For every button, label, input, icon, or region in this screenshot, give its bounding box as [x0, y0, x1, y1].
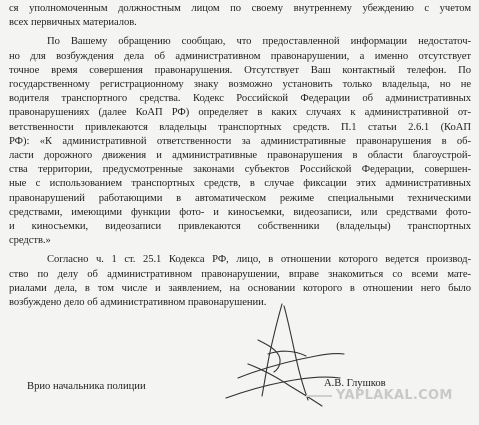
letter-line: ветственности привлекаются владельцы транспортных средств. П.1 статьи 2.6.1 (КоАП [9, 121, 471, 133]
letter-line: РФ): «К административной ответственности за административные правонарушения в об- [9, 135, 471, 147]
letter-line: но для возбуждения дела об административном правонарушении, а именно отсутствует [9, 50, 471, 62]
letter-line: ные с использованием транспортных средств, в случае фиксации этих административных [9, 178, 471, 190]
letter-line: государственному регистрационному знаку возможно установить только владельца, но не [9, 79, 471, 91]
letter-line: возбуждено дело об административном правонарушении. [9, 297, 267, 309]
letter-line: правонарушений работающими в автоматическом режиме специальными техническими [9, 192, 471, 204]
letter-line: ся уполномоченным должностным лицом по своему внутреннему убеждению с учетом [9, 3, 471, 14]
site-watermark [306, 388, 453, 403]
letter-line: всех первичных материалов. [9, 17, 137, 29]
letter-line: точное время совершения правонарушения. Отсутствует Ваш контактный телефон. По [9, 64, 471, 76]
letter-line: По Вашему обращению сообщаю, что предоставленной информации недостаточ- [47, 36, 471, 48]
letter-line: ласти дорожного движения и административные правонарушения в области благоустрой- [9, 150, 471, 162]
letter-line: и киносъемки, видеозаписи привлекаются собственники (владельцы) транспортных [9, 221, 471, 233]
letter-body [9, 2, 471, 310]
letter-line: водителя транспортного средства. Кодекс Российской Федерации об административных [9, 93, 471, 105]
letter-line: средствами, имеющими функции фото- и киносъемки, видеозаписи, или средствами фото- [9, 206, 471, 218]
signatory-name: А.В. Глушков [324, 378, 386, 389]
letter-line: средств.» [9, 235, 51, 247]
watermark-text: YAPLAKAL.COM [336, 388, 453, 403]
letter-line: Согласно ч. 1 ст. 25.1 Кодекса РФ, лицо, в отношении которого ведется производ- [47, 254, 471, 266]
letter-line: правонарушениях (далее КоАП РФ) определяет в каких случаях к административной от- [9, 107, 471, 119]
letter-line: ства территории, предусмотренные законами субъектов Российской Федерации, совершен- [9, 164, 471, 176]
watermark-divider [306, 395, 332, 397]
letter-line: риалами дела, в том числе и заявлением, на основании которого в отношении него было [9, 282, 471, 294]
signatory-role: Врио начальника полиции [27, 381, 146, 392]
letter-line: ство по делу об административном правонарушении, вправе знакомиться со всеми мате- [9, 268, 471, 280]
